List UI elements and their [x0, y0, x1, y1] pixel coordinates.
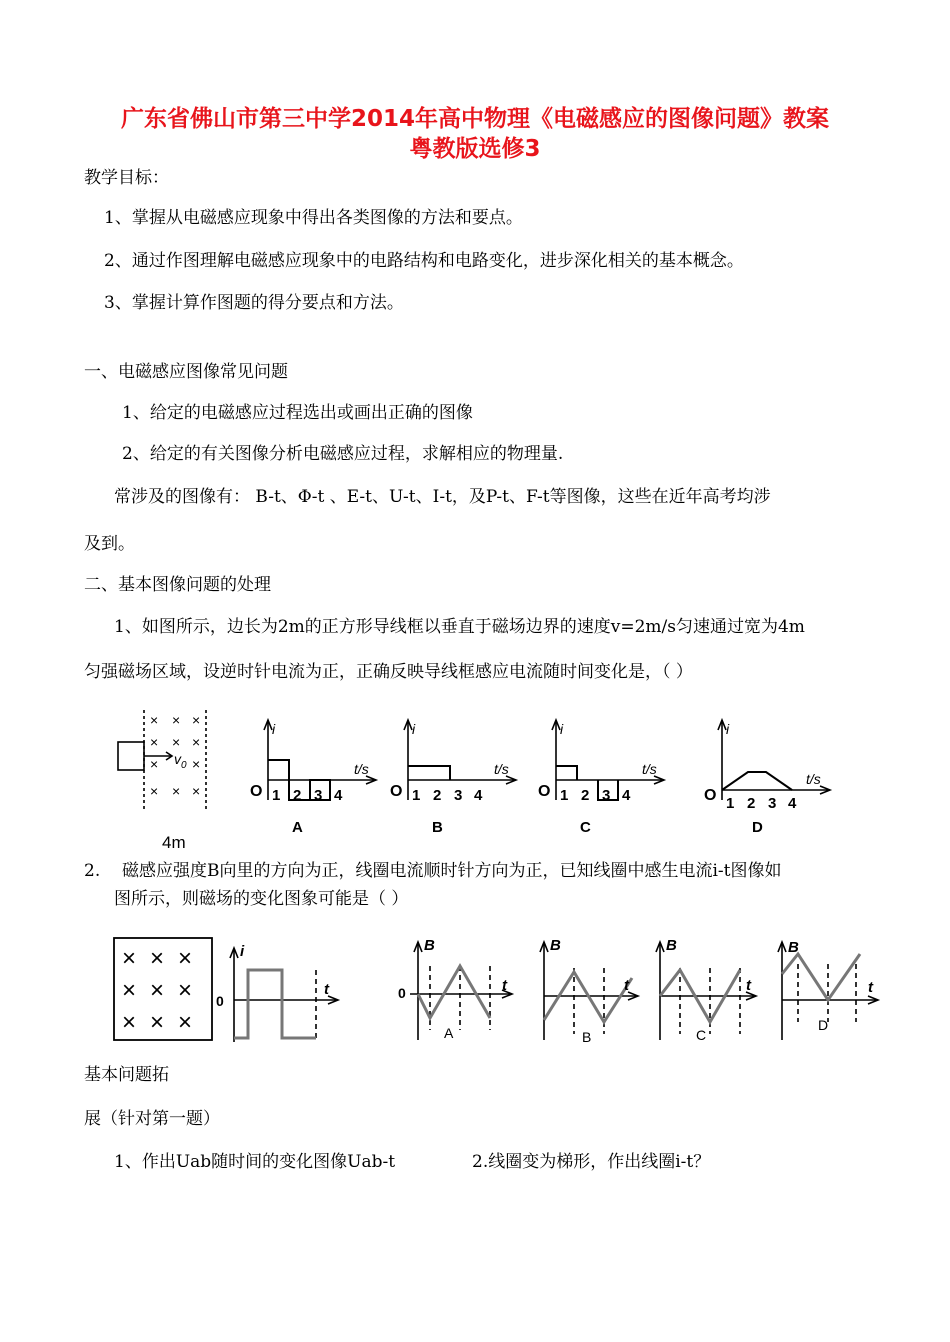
- svg-text:t/s: t/s: [806, 771, 821, 787]
- section1-heading: 一、电磁感应图像常见问题: [84, 362, 288, 382]
- svg-text:×: ×: [178, 977, 193, 1004]
- svg-text:O: O: [704, 787, 717, 804]
- svg-text:1: 1: [412, 787, 421, 804]
- option-label-d: D: [752, 819, 763, 836]
- field-cross: ×: [172, 783, 181, 799]
- svg-text:t/s: t/s: [494, 761, 509, 777]
- field-cross: ×: [192, 712, 201, 728]
- svg-text:×: ×: [178, 1009, 193, 1036]
- svg-text:i: i: [240, 943, 245, 960]
- b-option-label-b: B: [582, 1029, 592, 1045]
- b-graph-option-c: [656, 937, 756, 1043]
- svg-text:×: ×: [122, 945, 137, 972]
- svg-text:×: ×: [150, 1009, 165, 1036]
- b-graph-option-d: [778, 939, 878, 1040]
- b-graph-option-b: [540, 937, 638, 1045]
- svg-text:3: 3: [454, 787, 463, 804]
- svg-text:O: O: [390, 783, 403, 800]
- svg-text:i: i: [726, 721, 730, 737]
- svg-text:2: 2: [747, 795, 756, 812]
- field-cross: ×: [150, 734, 159, 750]
- svg-text:×: ×: [150, 977, 165, 1004]
- field-cross: ×: [192, 734, 201, 750]
- goal-item-2: 2、通过作图理解电磁感应现象中的电路结构和电路变化，进步深化相关的基本概念。: [104, 251, 744, 271]
- svg-text:2: 2: [581, 787, 590, 804]
- svg-text:1: 1: [560, 787, 569, 804]
- field-cross: ×: [192, 783, 201, 799]
- svg-text:×: ×: [150, 945, 165, 972]
- field-cross: ×: [172, 712, 181, 728]
- field-cross: ×: [150, 756, 159, 772]
- svg-text:t/s: t/s: [354, 761, 369, 777]
- graph-option-a: [250, 720, 376, 836]
- svg-text:t: t: [746, 977, 751, 994]
- q2-line2: 图所示，则磁场的变化图象可能是（ ）: [114, 889, 409, 909]
- svg-text:B: B: [788, 939, 799, 956]
- q2-number: 2.: [84, 861, 101, 881]
- field-cross: ×: [150, 783, 159, 799]
- figure-2: [110, 930, 890, 1050]
- doc-title-line1: 广东省佛山市第三中学2014年高中物理《电磁感应的图像问题》教案: [120, 106, 829, 132]
- svg-text:i: i: [560, 721, 564, 737]
- svg-text:4: 4: [622, 787, 631, 804]
- svg-text:0: 0: [216, 993, 224, 1009]
- option-label-a: A: [292, 819, 303, 836]
- svg-text:1: 1: [272, 787, 281, 804]
- b-graph-option-a: [398, 937, 512, 1041]
- svg-text:O: O: [250, 783, 263, 800]
- ext-question-2: 2.线圈变为梯形，作出线圈i-t？: [472, 1152, 711, 1172]
- svg-text:i: i: [412, 721, 416, 737]
- svg-text:B: B: [424, 937, 435, 954]
- doc-title-line2: 粤教版选修3: [409, 136, 541, 162]
- section1-item-1: 1、给定的电磁感应过程选出或画出正确的图像: [122, 403, 473, 423]
- svg-text:2: 2: [293, 787, 302, 804]
- section2-heading: 二、基本图像问题的处理: [84, 575, 271, 595]
- graph-option-b: [390, 720, 516, 836]
- graph-option-c: [538, 720, 664, 836]
- option-label-c: C: [580, 819, 591, 836]
- svg-text:×: ×: [122, 977, 137, 1004]
- ext-line1: 基本问题拓: [84, 1065, 169, 1085]
- svg-text:t: t: [868, 979, 873, 996]
- section1-note-line1: 常涉及的图像有： B-t、Φ-t 、E-t、U-t、I-t，及P-t、F-t等图像，这些在近年高考均涉: [114, 487, 771, 507]
- ext-question-1: 1、作出Uab随时间的变化图像Uab-t: [114, 1152, 396, 1172]
- svg-text:×: ×: [178, 945, 193, 972]
- svg-text:B: B: [666, 937, 677, 954]
- goal-item-1: 1、掌握从电磁感应现象中得出各类图像的方法和要点。: [104, 208, 523, 228]
- svg-text:t: t: [324, 981, 329, 998]
- field-cross: ×: [150, 712, 159, 728]
- svg-text:i: i: [272, 721, 276, 737]
- svg-text:3: 3: [768, 795, 777, 812]
- svg-text:×: ×: [122, 1009, 137, 1036]
- figure-1: [110, 700, 830, 860]
- svg-text:t: t: [624, 977, 629, 994]
- ext-line2: 展（针对第一题）: [84, 1109, 220, 1129]
- svg-text:t/s: t/s: [642, 761, 657, 777]
- velocity-label: $v_0$: [174, 751, 187, 771]
- svg-text:4: 4: [474, 787, 483, 804]
- field-cross: ×: [172, 734, 181, 750]
- current-time-graph: [216, 943, 338, 1042]
- q1-line2: 匀强磁场区域，设逆时针电流为正，正确反映导线框感应电流随时间变化是，（ ）: [84, 662, 693, 682]
- b-option-label-a: A: [444, 1025, 454, 1041]
- b-option-label-d: D: [818, 1017, 829, 1033]
- svg-text:1: 1: [726, 795, 735, 812]
- svg-text:3: 3: [602, 787, 611, 804]
- q2-line1: 磁感应强度B向里的方向为正，线圈电流顺时针方向为正，已知线圈中感生电流i-t图像如: [122, 861, 782, 881]
- svg-text:2: 2: [433, 787, 442, 804]
- svg-text:4: 4: [334, 787, 343, 804]
- field-cross: ×: [192, 756, 201, 772]
- section1-item-2: 2、给定的有关图像分析电磁感应过程，求解相应的物理量.: [122, 444, 564, 464]
- svg-text:B: B: [550, 937, 561, 954]
- svg-text:3: 3: [314, 787, 323, 804]
- svg-text:t: t: [502, 977, 507, 994]
- svg-text:0: 0: [398, 985, 406, 1001]
- svg-text:4: 4: [788, 795, 797, 812]
- option-label-b: B: [432, 819, 443, 836]
- field-width-label: 4m: [162, 833, 186, 852]
- goals-heading: 教学目标：: [84, 168, 169, 188]
- b-option-label-c: C: [696, 1027, 707, 1043]
- graph-option-d: [704, 720, 830, 836]
- coil-crosses: [122, 945, 192, 1036]
- goal-item-3: 3、掌握计算作图题的得分要点和方法。: [104, 293, 404, 313]
- svg-text:O: O: [538, 783, 551, 800]
- q1-line1: 1、如图所示，边长为2m的正方形导线框以垂直于磁场边界的速度v=2m/s匀速通过宽为4m: [114, 617, 805, 637]
- section1-note-line2: 及到。: [84, 534, 135, 554]
